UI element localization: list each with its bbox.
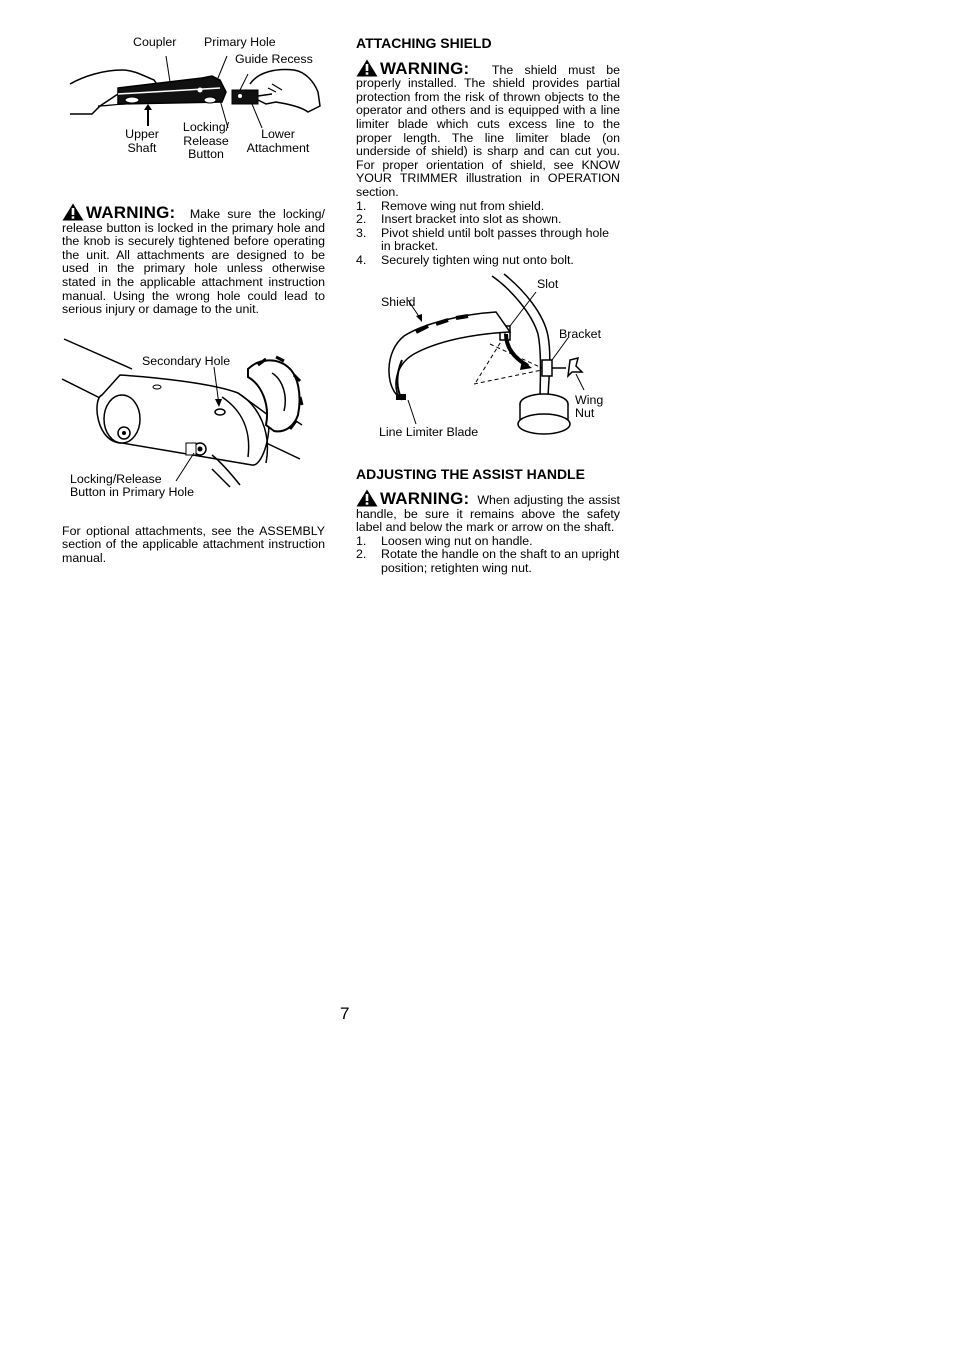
list-item: 2. Rotate the handle on the shaft to an upright position; retighten wing nut.: [356, 547, 620, 576]
label-lower-attachment: Lower Attachment: [246, 127, 310, 155]
left-column: [62, 32, 325, 566]
warning-heading: WARNING:: [86, 203, 176, 222]
label-guide-recess: Guide Recess: [235, 52, 313, 66]
right-column: [356, 32, 620, 576]
label-secondary-hole: Secondary Hole: [142, 353, 231, 368]
coupler-figure: [62, 32, 325, 167]
label-bracket: Bracket: [559, 326, 602, 341]
warning-heading: WARNING:: [380, 489, 470, 509]
warning-primary-hole: [62, 203, 325, 317]
label-locking-release-primary: Locking/Release Button in Primary Hole: [70, 471, 194, 500]
warning-assist-handle: [356, 489, 620, 535]
attaching-shield-heading: ATTACHING SHIELD: [356, 35, 492, 51]
label-slot: Slot: [537, 276, 559, 291]
label-primary-hole: Primary Hole: [204, 35, 276, 49]
warning-icon: [62, 203, 84, 221]
list-item: 1. Loosen wing nut on handle.: [356, 533, 533, 548]
warning-icon: [356, 489, 378, 507]
list-item: 1. Remove wing nut from shield.: [356, 198, 545, 213]
label-line-limiter-blade: Line Limiter Blade: [379, 424, 479, 439]
label-shield: Shield: [381, 294, 416, 309]
warning-heading: WARNING:: [380, 58, 470, 78]
warning-text: The shield must be properly installed. The shield provides partial protection from the risk of thrown objects to the operator and others and is equipped with a line limiter blade which cuts excess line to the proper length. The line limiter blade (on underside of shield) is sharp and can cut you. For proper orientation of shield, see KNOW YOUR TRIMMER illustration in OPERATION section.: [356, 62, 620, 199]
secondary-hole-figure: [62, 335, 325, 510]
label-upper-shaft: Upper Shaft: [125, 127, 159, 155]
label-coupler: Coupler: [133, 35, 177, 49]
optional-attachments-text: For optional attachments, see the ASSEMBLY section of the applicable attachment instruction manual.: [62, 523, 325, 565]
assist-handle-heading: ADJUSTING THE ASSIST HANDLE: [356, 465, 585, 482]
attaching-shield-steps: [356, 200, 620, 268]
label-locking-release-button: Locking/ Release Button: [182, 120, 230, 162]
assist-handle-steps: [356, 535, 620, 576]
label-wing-nut: Wing Nut: [575, 392, 604, 421]
list-item: 4. Securely tighten wing nut onto bolt.: [356, 252, 574, 267]
warning-shield: [356, 59, 620, 200]
page-number: 7: [340, 1004, 350, 1023]
list-item: 3. Pivot shield until bolt passes through hole in bracket.: [356, 225, 609, 254]
warning-text: Make sure the locking/ release button is locked in the primary hole and the knob is securely tightened before operating the unit. All attachments are designed to be used in the primary hole unless otherwise stated in the applicable attachment instruction manual. Using the wrong hole could lead to serious injury or damage to the unit.: [62, 207, 326, 317]
warning-icon: [356, 59, 378, 77]
list-item: 2. Insert bracket into slot as shown.: [356, 212, 562, 227]
warning-text: When adjusting the assist handle, be sure it remains above the safety label and below the mark or arrow on the shaft.: [356, 493, 620, 535]
shield-figure: [356, 274, 620, 458]
